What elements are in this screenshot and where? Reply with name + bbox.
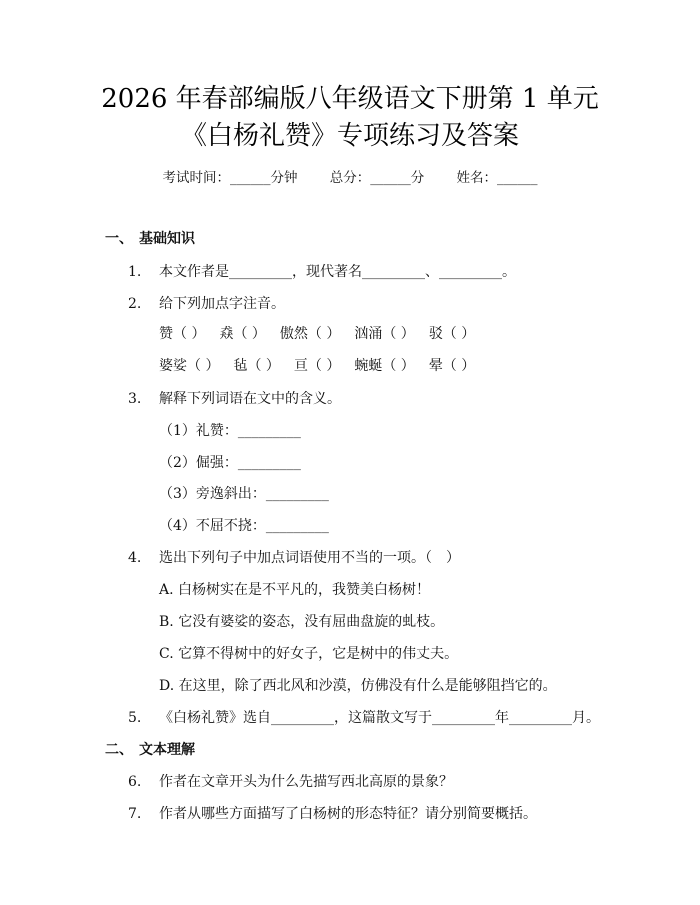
definition-item: （1）礼赞：_________ xyxy=(159,423,301,439)
exam-total-score: 总分：______分 xyxy=(329,170,425,186)
pinyin-item: 蜿蜒（ ） xyxy=(354,358,415,374)
question-text: 作者在文章开头为什么先描写西北高原的景象？ xyxy=(159,774,453,790)
pinyin-item: 毡（ ） xyxy=(233,358,280,374)
question-text: 本文作者是_________，现代著名_________、_________。 xyxy=(159,264,516,280)
question-text: 《白杨礼赞》选自_________，这篇散文写于_________年_________月。 xyxy=(159,710,600,726)
question-5 xyxy=(128,708,600,728)
definition-item: （3）旁逸斜出：_________ xyxy=(159,486,329,502)
question-1 xyxy=(128,262,516,282)
question-3 xyxy=(128,389,341,409)
question-text: 作者从哪些方面描写了白杨树的形态特征？请分别简要概括。 xyxy=(159,806,537,822)
document-title-line-2: 《白杨礼赞》专项练习及答案 xyxy=(180,121,519,151)
choice-option-a: A. 白杨树实在是不平凡的，我赞美白杨树！ xyxy=(159,582,431,598)
pinyin-item: 赞（ ） xyxy=(159,326,206,342)
pinyin-row-2 xyxy=(159,356,489,376)
exam-time: 考试时间：______分钟 xyxy=(162,170,298,186)
question-number: 1. xyxy=(128,264,142,280)
question-text: 给下列加点字注音。 xyxy=(159,296,285,312)
pinyin-item: 晕（ ） xyxy=(428,358,476,374)
section-number: 一、 xyxy=(105,231,133,247)
question-6 xyxy=(128,772,453,792)
question-number: 3. xyxy=(128,391,142,407)
section-label: 文本理解 xyxy=(139,742,195,758)
pinyin-item: 驳（ ） xyxy=(428,326,476,342)
question-number: 5. xyxy=(128,710,142,726)
exam-name-field: 姓名：______ xyxy=(456,170,538,186)
question-number: 6. xyxy=(128,774,142,790)
section-label: 基础知识 xyxy=(139,231,195,247)
question-text: 选出下列句子中加点词语使用不当的一项。（ ） xyxy=(159,550,460,566)
pinyin-item: 婆娑（ ） xyxy=(159,358,220,374)
question-number: 7. xyxy=(128,806,142,822)
question-2 xyxy=(128,294,285,314)
section-number: 二、 xyxy=(105,742,133,758)
pinyin-item: 傲然（ ） xyxy=(279,326,341,342)
question-text: 解释下列词语在文中的含义。 xyxy=(159,391,341,407)
document-title-line-1: 2026 年春部编版八年级语文下册第 1 单元 xyxy=(101,84,599,114)
pinyin-item: 猋（ ） xyxy=(219,326,266,342)
question-4 xyxy=(128,548,460,568)
pinyin-item: 亘（ ） xyxy=(293,358,341,374)
question-number: 2. xyxy=(128,296,142,312)
definition-item: （4）不屈不挠：_________ xyxy=(159,518,329,534)
exam-meta xyxy=(0,168,700,188)
choice-option-d: D. 在这里，除了西北风和沙漠，仿佛没有什么是能够阻挡它的。 xyxy=(159,678,557,694)
choice-option-c: C. 它算不得树中的好女子，它是树中的伟丈夫。 xyxy=(159,646,459,662)
section-heading-basics xyxy=(105,229,195,249)
section-heading-comprehension xyxy=(105,740,195,760)
question-7 xyxy=(128,804,537,824)
pinyin-row-1 xyxy=(159,324,489,344)
question-number: 4. xyxy=(128,550,142,566)
definition-item: （2）倔强：_________ xyxy=(159,455,301,471)
choice-option-b: B. 它没有婆娑的姿态，没有屈曲盘旋的虬枝。 xyxy=(159,614,445,630)
pinyin-item: 汹涌（ ） xyxy=(354,326,415,342)
